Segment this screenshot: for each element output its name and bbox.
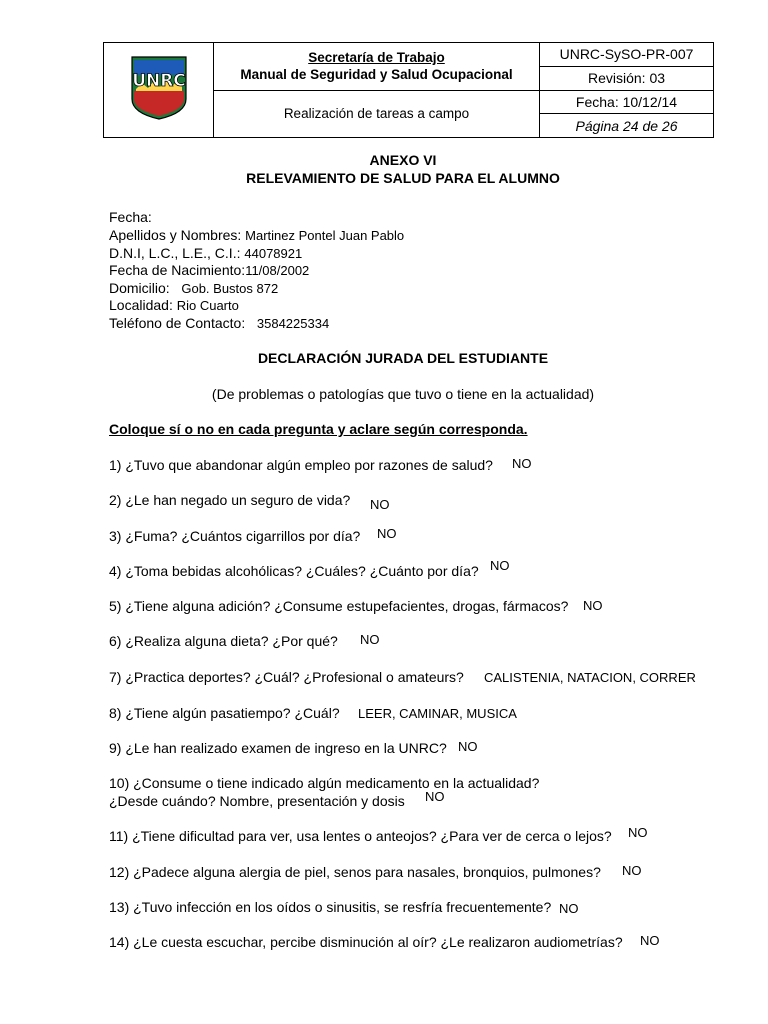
- question-4: 4) ¿Toma bebidas alcohólicas? ¿Cuáles? ¿Cuánto por día?: [109, 563, 479, 579]
- annex-subtitle: RELEVAMIENTO DE SALUD PARA EL ALUMNO: [246, 170, 560, 186]
- svg-text:UNRC: UNRC: [131, 71, 186, 91]
- header-title-cell: [214, 43, 540, 91]
- question-10: 10) ¿Consume o tiene indicado algún medicamento en la actualidad?: [109, 775, 540, 791]
- question-14: 14) ¿Le cuesta escuchar, percibe disminución al oír? ¿Le realizaron audiometrías?: [109, 934, 623, 950]
- telefono-label: Teléfono de Contacto:: [109, 315, 246, 331]
- nombres-value: Martinez Pontel Juan Pablo: [245, 228, 405, 243]
- document-date: Fecha: 10/12/14: [540, 90, 714, 114]
- localidad-field: [109, 297, 239, 313]
- dni-label: D.N.I, L.C., L.E., C.I.:: [109, 245, 241, 261]
- telefono-field: [109, 315, 329, 331]
- telefono-value: 3584225334: [256, 316, 330, 331]
- answer-4: NO: [490, 558, 510, 573]
- answer-10: NO: [425, 789, 445, 804]
- question-7: 7) ¿Practica deportes? ¿Cuál? ¿Profesional o amateurs?: [109, 669, 464, 685]
- nombres-field: [109, 227, 404, 243]
- dni-field: [109, 245, 302, 261]
- manual-title: Manual de Seguridad y Salud Ocupacional: [240, 67, 513, 83]
- subject: Realización de tareas a campo: [214, 90, 540, 138]
- nacimiento-label: Fecha de Nacimiento:: [109, 262, 246, 278]
- nacimiento-value: 11/08/2002: [245, 263, 310, 278]
- annex-title: ANEXO VI: [369, 152, 437, 168]
- nacimiento-field: [109, 262, 309, 278]
- secretaria-title: Secretaría de Trabajo: [308, 50, 445, 66]
- document-code: UNRC-SySO-PR-007: [540, 43, 714, 67]
- answer-3: NO: [377, 526, 397, 541]
- logo-cell: [104, 43, 214, 138]
- revision: Revisión: 03: [540, 66, 714, 90]
- declaration-title: DECLARACIÓN JURADA DEL ESTUDIANTE: [257, 350, 549, 366]
- question-10-continued: ¿Desde cuándo? Nombre, presentación y dosis: [109, 793, 405, 809]
- answer-13: NO: [559, 901, 579, 916]
- declaration-subtitle: (De problemas o patologías que tuvo o tiene en la actualidad): [211, 386, 595, 402]
- nombres-label: Apellidos y Nombres:: [109, 227, 242, 243]
- document-header: [103, 42, 714, 138]
- domicilio-label: Domicilio:: [109, 280, 170, 296]
- question-12: 12) ¿Padece alguna alergia de piel, senos para nasales, bronquios, pulmones?: [109, 864, 601, 880]
- question-2: 2) ¿Le han negado un seguro de vida?: [109, 492, 351, 508]
- fecha-label: Fecha:: [109, 209, 152, 225]
- declaration-instruction: Coloque sí o no en cada pregunta y aclare según corresponda.: [109, 421, 528, 437]
- answer-11: NO: [628, 825, 648, 840]
- domicilio-value: Gob. Bustos 872: [181, 281, 279, 296]
- fecha-field: [109, 209, 152, 225]
- question-5: 5) ¿Tiene alguna adición? ¿Consume estupefacientes, drogas, fármacos?: [109, 598, 569, 614]
- answer-7: CALISTENIA, NATACION, CORRER: [484, 670, 696, 685]
- localidad-label: Localidad:: [109, 297, 173, 313]
- question-1: 1) ¿Tuvo que abandonar algún empleo por razones de salud?: [109, 457, 493, 473]
- answer-12: NO: [622, 863, 642, 878]
- question-11: 11) ¿Tiene dificultad para ver, usa lentes o anteojos? ¿Para ver de cerca o lejos?: [109, 828, 612, 844]
- question-13: 13) ¿Tuvo infección en los oídos o sinusitis, se resfría frecuentemente?: [109, 899, 552, 915]
- question-9: 9) ¿Le han realizado examen de ingreso en la UNRC?: [109, 740, 447, 756]
- answer-8: LEER, CAMINAR, MUSICA: [358, 706, 517, 721]
- question-8: 8) ¿Tiene algún pasatiempo? ¿Cuál?: [109, 705, 340, 721]
- answer-6: NO: [360, 632, 380, 647]
- answer-1: NO: [512, 456, 532, 471]
- dni-value: 44078921: [244, 246, 303, 261]
- question-3: 3) ¿Fuma? ¿Cuántos cigarrillos por día?: [109, 528, 361, 544]
- question-6: 6) ¿Realiza alguna dieta? ¿Por qué?: [109, 633, 338, 649]
- answer-9: NO: [458, 739, 478, 754]
- unrc-logo: [126, 53, 192, 127]
- answer-2: NO: [370, 497, 390, 512]
- localidad-value: Rio Cuarto: [176, 298, 239, 313]
- domicilio-field: [109, 280, 278, 296]
- answer-14: NO: [640, 933, 660, 948]
- answer-5: NO: [583, 598, 603, 613]
- page-number: Página 24 de 26: [540, 114, 714, 138]
